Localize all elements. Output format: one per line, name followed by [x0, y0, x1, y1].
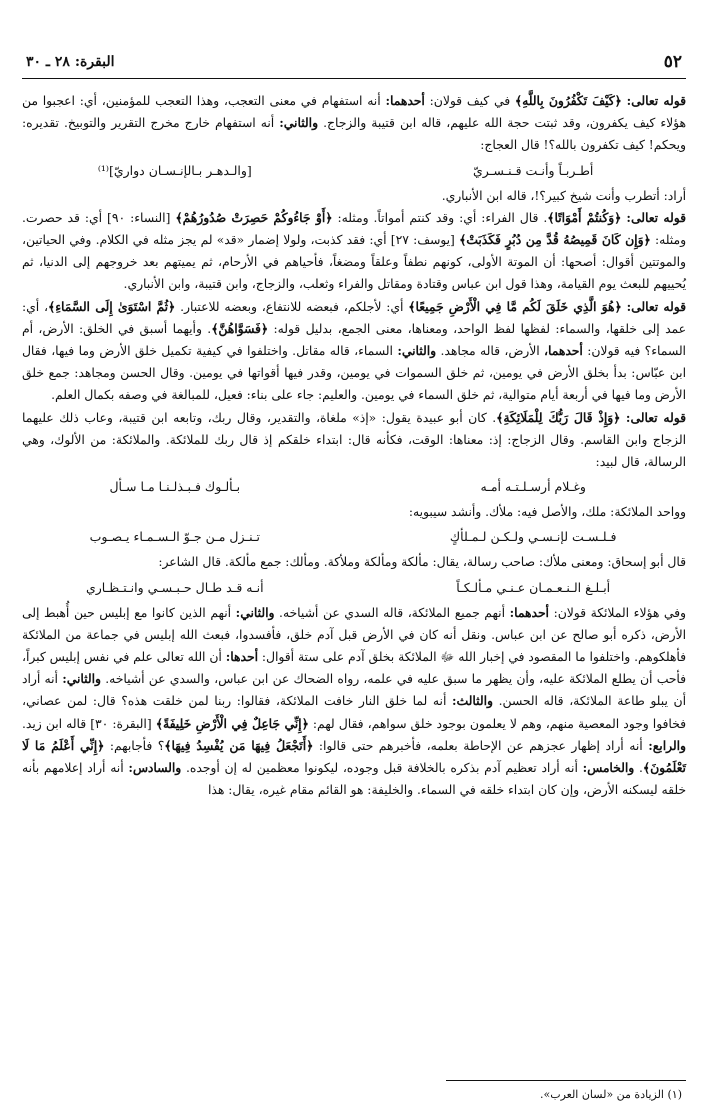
opinion-label: والثاني: [62, 671, 101, 687]
quran-ayah: ﴿فَسَوَّاهُنَّ﴾ [211, 320, 269, 336]
text: أنه أراد إعلامهم بأنه خلقه ليسكنه الأرض، وإن كان ابتداء خلقه في السماء. والخليفة: هو القائم مقام غيره، يقال: هذا [22, 761, 686, 798]
paragraph-explanation: أراد: أتطرب وأنت شيخ كبير؟!، قاله ابن الأنباري. [441, 188, 686, 203]
opinion-label: أحدهما: [385, 93, 425, 108]
text: وفي هؤلاء الملائكة قولان: [548, 605, 686, 620]
paragraph-singular: وواحد الملائكة: ملك، والأصل فيه: ملأك. وأنشد سيبويه: [408, 505, 686, 520]
paragraph-khalaqa [22, 296, 686, 407]
paragraph-malaika [22, 407, 686, 474]
text: [يوسف: ٢٧] أي: فقد كذبت، ولولا إضمار «قد» لم يجز مثله في الكلام. وفي الحياتين، والموتتين أقوال: أصحها: أن الموتة الأولى، كونهم نطفاً وعلقاً ومضغاً، فأحياهم في الأرحام، ثم يميتهم بعد خروجهم إلى الدنيا، ثم يُحييهم للبعث يوم القيامة، وهذا قول ابن عباس وقتادة ومقاتل والفراء وثعلب، والزجاج، وابن قتيبة، وابن الأنباري. [22, 233, 686, 292]
opinion-label: أحدها: [225, 649, 258, 665]
opinion-label: والثاني: [235, 604, 275, 620]
text: أنه استفهام خارج مخرج التقرير والتوبيخ. تقديره: ويحكم! كيف تكفرون بالله؟! قال العجاج: [22, 116, 686, 153]
text: ؟ فأجابهم: [104, 738, 165, 753]
quran-ayah: ﴿كَيْفَ تَكْفُرُونَ بِاللَّهِ﴾ [514, 93, 622, 108]
verse-hemistich-right: وغـلام أرسـلـتـه أمـه [480, 479, 586, 495]
opinion-label: والثاني: [279, 115, 319, 131]
text: أنه استفهام في معنى التعجب، وهذا التعجب للمؤمنين، أي: اعجبوا من هؤلاء كيف يكفرون، وقد ثبتت حجة الله عليهم، قاله ابن قتيبة والزجاج. [22, 94, 686, 131]
page-number: ٥٢ [663, 52, 682, 72]
text: في كيف قولان: [424, 94, 515, 108]
verse-hemistich-left: تـنـزل مـن جـوّ الـسـمـاء يـصـوب [89, 529, 260, 545]
paragraph-abu-ishaq: قال أبو إسحاق: ومعنى ملأك: صاحب رسالة، يقال: مألكة ومألكة وملأكة. ومألك: جمع مألكة. قال الشاعر: [158, 555, 686, 570]
quran-ayah: ﴿ثُمَّ اسْتَوَىٰ إِلَى السَّمَاءِ﴾ [48, 298, 176, 314]
text: الأرض، قاله مجاهد. [436, 344, 545, 359]
quran-ayah: ﴿هُوَ الَّذِي خَلَقَ لَكُم مَّا فِي الْأَرْضِ جَمِيعًا﴾ [408, 298, 622, 314]
surah-range: البقرة: ٢٨ ـ ٣٠ [26, 54, 115, 70]
verse-hemistich-right: أبـلـغ الـنـعـمـان عـنـي مـألـكـاً [456, 579, 611, 595]
text: السماء، قاله مقاتل. واختلفوا في كيفية تكميل خلق الأرض وما فيها، فقال ابن عبّاس: بدأ بخلق الأرض في يومين، ثم خلق السموات في يومين، وقدر فيها أقواتها في يومين. وقال الحسن ومجاهد: جمع خلق الأرض وما فيها في أربعة أيام متوالية، ثم خلق السماء في يومين. والعليم: جاء على بناء: فعيل، للمبالغة في وصفه بكمال العلم. [22, 344, 686, 403]
text: أنه لما خلق النار خافت الملائكة، فقالوا: ربنا لمن خلقت هذه؟ قال: لمن عصاني، فخافوا وجود المعصية منهم، وهم لا يعلمون بوجود خلق سواهم، فقال لهم: [22, 694, 686, 731]
lead-label: قوله تعالى: [626, 209, 686, 225]
text: أنه أراد أن يبلو طاعة الملائكة، قاله الحسن. [22, 672, 686, 709]
quran-ayah: ﴿أَوْ جَاءُوكُمْ حَصِرَتْ صُدُورُهُمْ﴾ [175, 209, 333, 225]
paragraph-amwat [22, 207, 686, 296]
page-body [22, 90, 686, 801]
page-header [22, 52, 686, 79]
poetry-verse-1 [22, 159, 686, 183]
text: أنهم الذين كانوا مع إبليس حين أُهبط إلى الأرض، ذكره أبو صالح عن ابن عباس. ونقل أنه كان في الأرض قبل آدم خلق، فأفسدوا، فبعث الله إبليس في جماعة من الملائكة فأهلكوهم. واختلفوا ما المقصود في إخبار الله ﷻ الملائكة بخلق آدم على ستة أقوال: [22, 605, 686, 665]
lead-label: قوله تعالى: [625, 409, 686, 425]
text: أنه أراد تعظيم آدم بذكره بالخلافة قبل وجوده، ليكونوا معظمين له إن أوجده. [181, 761, 583, 776]
quran-ayah: ﴿وَكُنتُمْ أَمْوَاتًا﴾ [547, 209, 622, 225]
quran-ayah: ﴿إِنِّي جَاعِلٌ فِي الْأَرْضِ خَلِيفَةً﴾ [155, 715, 309, 731]
text: أنه أراد إظهار عجزهم عن الإحاطة بعلمه، فأخبرهم حتى قالوا: [313, 738, 649, 753]
lead-label: قوله تعالى: [626, 93, 686, 108]
text: . قال الفراء: أي: وقد كنتم أمواتاً. ومثله: [332, 210, 548, 225]
quran-ayah: ﴿وَإِذْ قَالَ رَبُّكَ لِلْمَلَائِكَةِ﴾ [496, 409, 621, 425]
footnote-divider [446, 1080, 686, 1081]
verse-hemistich-left: أنـه قـد طـال حـبـسـي وانـتـظـاري [85, 579, 264, 595]
poetry-verse-2 [22, 475, 686, 499]
opinion-label: والرابع: [648, 737, 686, 753]
text: أنهم جميع الملائكة، قاله السدي عن أشياخه. [274, 605, 510, 620]
quran-ayah: ﴿إِنِّي أَعْلَمُ مَا لَا تَعْلَمُونَ﴾ [22, 737, 686, 776]
paragraph-kayfa [22, 90, 686, 157]
text: [البقرة: ٣٠] قاله ابن زيد. [22, 716, 156, 731]
opinion-label: والثالث: [452, 693, 493, 709]
verse-hemistich-left: بـألـوك فـبـذلـنـا مـا سـأل [109, 479, 241, 495]
footnote: (١) الزيادة من «لسان العرب». [539, 1088, 682, 1101]
poetry-verse-3 [22, 525, 686, 549]
lead-label: قوله تعالى: [626, 298, 687, 314]
quran-ayah: ﴿أَتَجْعَلُ فِيهَا مَن يُفْسِدُ فِيهَا﴾ [164, 737, 314, 753]
opinion-label: والسادس: [128, 760, 182, 776]
opinion-label: والثاني: [397, 343, 437, 359]
verse-hemistich-right: فـلـسـت لإنـسـي ولـكـن لـمـلأكٍ [449, 529, 617, 545]
verse-hemistich-left: [والـدهـر بـالإنـسـان دواريّ]⁽¹⁾ [97, 162, 252, 178]
text: ، أي: عمد إلى خلقها، والسماء: لفظها لفظ الواحد، ومعناها، معنى الجمع، بدليل قوله: [22, 299, 687, 336]
poetry-verse-4 [22, 576, 686, 600]
opinion-label: والخامس: [582, 760, 635, 776]
verse-hemistich-right: أطـربـاً وأنـت قـنـسـريّ [473, 162, 594, 178]
text: أن الله تعالى علم في نفس إبليس كبراً، فأحب أن يطلع الملائكة عليه، وأن يظهر ما سبق عليه في علمه، رواه الضحاك عن ابن عباس، والسدي عن أشياخه. [22, 650, 687, 687]
text: . وأيهما أسبق في الخلق: الأرض، أم السماء؟ فيه قولان: [22, 321, 686, 359]
opinion-label: أحدهما، [544, 343, 583, 359]
paragraph-opinions [22, 602, 686, 802]
text: [النساء: ٩٠] أي: قد حصرت. ومثله: [22, 210, 687, 248]
text: . [634, 761, 643, 776]
opinion-label: أحدهما: [509, 604, 549, 620]
quran-ayah: ﴿وَإِن كَانَ قَمِيصُهُ قُدَّ مِن دُبُرٍ فَكَذَبَتْ﴾ [459, 232, 651, 248]
text: أي: لأجلكم، فبعضه للانتفاع، وبعضه للاعتبار. [175, 299, 409, 314]
text: . كان أبو عبيدة يقول: «إذ» ملغاة، والتقدير، وقال ربك، وتابعه ابن قتيبة، وعاب ذلك عليهما الزجاج وابن القاسم. وقال الزجاج: إذ: معناها: الوقت، فكأنه قال: ابتداء خلقكم إذ قال ربك للملائكة. والملائكة: من الألوك، وهي الرسالة، قال لبيد: [22, 410, 686, 470]
